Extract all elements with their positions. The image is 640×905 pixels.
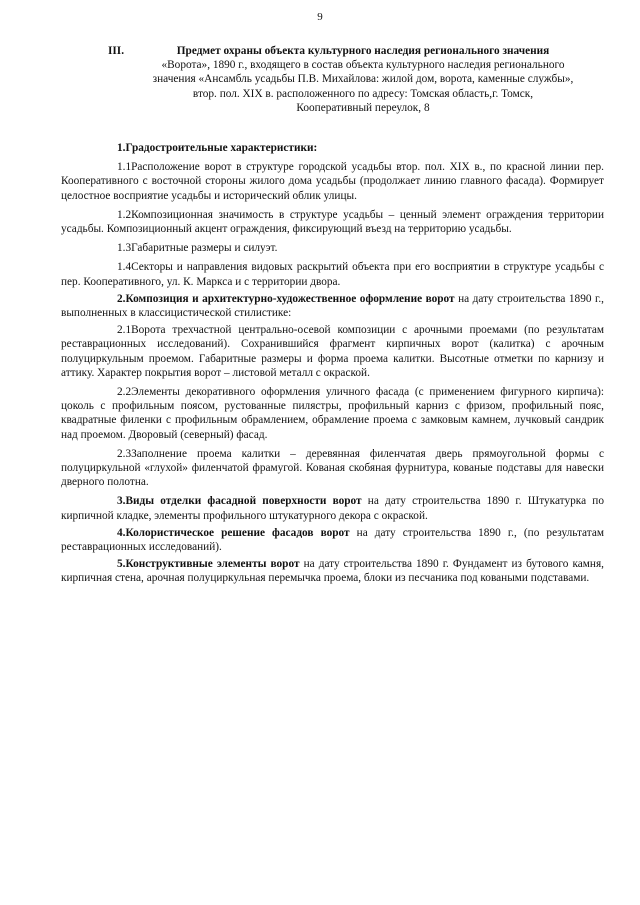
item-title: Конструктивные элементы ворот <box>125 558 300 571</box>
item-text: Заполнение проема калитки – деревянная филенчатая дверь прямоугольной формы с полуциркульной «глухой» филенчатой фрамугой. Кованая скобяная фурнитура, кованые подставы для навески дверного полотна. <box>61 447 604 489</box>
item-number: 1.2 <box>117 208 132 221</box>
item-5 <box>61 557 604 585</box>
heading-line-3: значения «Ансамбль усадьбы П.В. Михайлова: жилой дом, ворота, каменные службы», <box>152 73 574 86</box>
item-2 <box>61 292 604 320</box>
heading-line-2: «Ворота», 1890 г., входящего в состав объекта культурного наследия регионального <box>161 59 565 72</box>
item-text: Композиционная значимость в структуре усадьбы – ценный элемент ограждения территории усадьбы. Композиционный акцент ограждения, фиксирующий въезд на территорию усадьбы. <box>61 208 604 236</box>
item-text: Ворота трехчастной центрально-осевой композиции с арочными проемами (по результатам реставрационных исследований). Сохранившийся фрагмент кирпичных ворот (калитка) с арочным полуциркульным проемом. Габаритные размеры и форма проема калитки. Высотные отметки по карнизу и аттику. Характер покрытия ворот – листовой металл с окраской. <box>61 324 604 379</box>
item-2-2 <box>61 385 604 442</box>
item-number: 1.1 <box>117 161 132 174</box>
heading-line-5: Кооперативный переулок, 8 <box>296 101 430 114</box>
item-number: 3. <box>117 495 126 508</box>
item-number: 4. <box>117 526 126 539</box>
item-1-4 <box>61 260 604 288</box>
item-number: 2. <box>117 292 126 305</box>
item-text: Секторы и направления видовых раскрытий объекта при его восприятии в структуре усадьбы с пер. Кооперативного, ул. К. Маркса и с территории двора. <box>61 261 604 288</box>
item-1-3 <box>61 241 604 255</box>
item-3 <box>61 494 604 522</box>
item-number: 1.3 <box>117 242 132 255</box>
item-1-2 <box>61 208 604 236</box>
section-numeral: III. <box>108 45 125 57</box>
item-text: Расположение ворот в структуре городской усадьбы втор. пол. XIX в., по красной линии пер. Кооперативного с восточной стороны жилого дома усадьбы (продолжает линию главного фасада). Формирует целостное восприятие усадьбы и исторический облик улицы. <box>61 161 604 202</box>
item-2-1 <box>61 323 604 380</box>
heading-line-1: Предмет охраны объекта культурного наследия регионального значения <box>176 45 550 57</box>
item-text: на дату строительства 1890 г., (по результатам реставрационных исследований). <box>61 526 605 554</box>
item-text: на дату строительства 1890 г. Фундамент из бутового камня, кирпичная стена, арочная полуциркульная перемычка проема, блоки из песчаника под коваными подставами. <box>61 558 604 585</box>
document-body <box>61 141 604 591</box>
item-number: 1.4 <box>117 261 132 274</box>
item-number: 1. <box>117 142 126 154</box>
item-text: на дату строительства 1890 г. Штукатурка по кирпичной кладке, элементы профильного штукатурного декора с окраской. <box>61 495 604 522</box>
item-number: 2.3 <box>117 447 132 460</box>
item-number: 5. <box>117 558 126 571</box>
item-2-3 <box>61 447 604 490</box>
item-title: Композиция и архитектурно-художественное оформление ворот <box>125 292 455 305</box>
item-title: Виды отделки фасадной поверхности ворот <box>125 495 362 508</box>
item-1 <box>61 141 604 155</box>
item-title: Градостроительные характеристики: <box>125 142 318 154</box>
item-number: 2.1 <box>117 324 132 337</box>
item-number: 2.2 <box>117 386 132 399</box>
item-4 <box>61 526 604 554</box>
item-title: Колористическое решение фасадов ворот <box>125 526 350 539</box>
item-text: на дату строительства 1890 г., выполненных в классицистической стилистике: <box>61 292 605 320</box>
item-text: Габаритные размеры и силуэт. <box>131 242 278 255</box>
page-number: 9 <box>317 11 323 23</box>
section-heading <box>108 44 608 115</box>
item-text: Элементы декоративного оформления уличного фасада (с применением фигурного кирпича): цоколь с профильным поясом, рустованные пилястры, профильный карниз с фризом, профильный пояс, квадратные филенки с профильным обрамлением, обрамление проема с замковым камнем, лучковый сандрик над проемом. Дворовый (северный) фасад. <box>61 386 604 441</box>
heading-line-4: втор. пол. XIX в. расположенного по адресу: Томская область,г. Томск, <box>192 87 534 100</box>
item-1-1 <box>61 160 604 203</box>
